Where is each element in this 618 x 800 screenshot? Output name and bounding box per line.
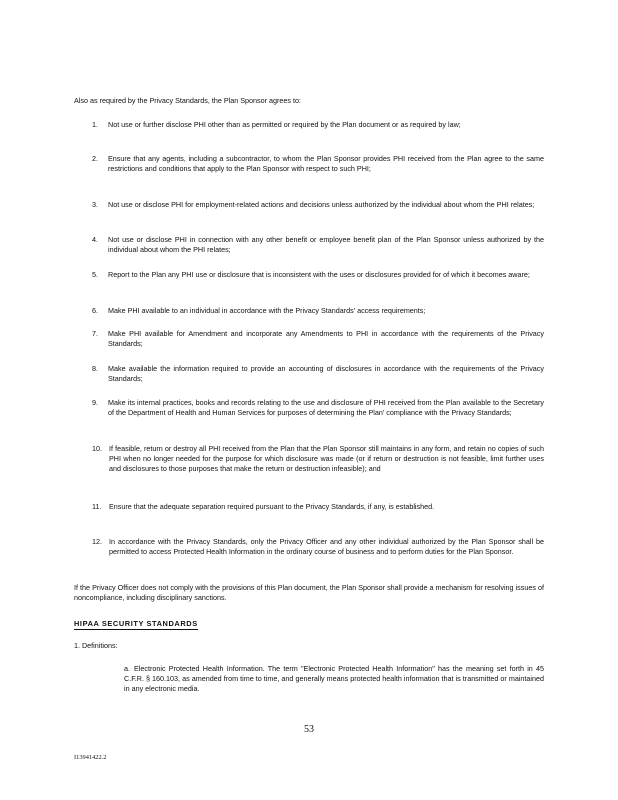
list-item (92, 200, 544, 210)
intro-paragraph: Also as required by the Privacy Standards, the Plan Sponsor agrees to: (74, 96, 301, 105)
page-number: 53 (304, 724, 314, 735)
item-number: 10. (92, 444, 102, 453)
item-text: Make PHI available for Amendment and incorporate any Amendments to PHI in accordance with the requirements of the Privacy Standards; (108, 329, 544, 348)
list-item (92, 537, 544, 557)
definition-item (124, 664, 544, 694)
item-number: 5. (92, 270, 98, 279)
item-text: In accordance with the Privacy Standards, only the Privacy Officer and any other individual authorized by the Plan Sponsor shall be permitted to access Protected Health Information in the ordinary course of business and to perform duties for the Plan Sponsor. (109, 537, 544, 556)
item-text: Make its internal practices, books and records relating to the use and disclosure of PHI received from the Plan available to the Secretary of the Department of Health and Human Services for purposes of determining the Plan' compliance with the Privacy Standards; (108, 398, 544, 417)
item-number: 4. (92, 235, 98, 244)
item-number: 8. (92, 364, 98, 373)
item-text: If feasible, return or destroy all PHI received from the Plan that the Plan Sponsor still maintains in any form, and retain no copies of such PHI when no longer needed for the purpose for which disclosure was made (or if return or destruction is not feasible, limit further uses and disclosures to those purposes that make the return or destruction infeasible); and (109, 444, 544, 473)
section-heading: HIPAA SECURITY STANDARDS (74, 619, 198, 628)
list-item (92, 502, 544, 512)
item-text: Ensure that the adequate separation required pursuant to the Privacy Standards, if any, is established. (109, 502, 435, 511)
list-item (92, 154, 544, 174)
item-text: Not use or disclose PHI for employment-related actions and decisions unless authorized by the individual about whom the PHI relates; (108, 200, 535, 209)
item-number: 11. (92, 502, 102, 511)
item-text: Not use or further disclose PHI other than as permitted or required by the Plan document or as required by law; (108, 120, 461, 129)
item-text: Make PHI available to an individual in accordance with the Privacy Standards' access requirements; (108, 306, 426, 315)
list-item (92, 235, 544, 255)
item-number: 1. (92, 120, 98, 129)
list-item (92, 364, 544, 384)
item-number: 2. (92, 154, 98, 163)
item-text: Not use or disclose PHI in connection with any other benefit or employee benefit plan of the Plan Sponsor unless authorized by the individual about whom the PHI relates; (108, 235, 544, 254)
item-number: 3. (92, 200, 98, 209)
item-text: Make available the information required to provide an accounting of disclosures in accordance with the requirements of the Privacy Standards; (108, 364, 544, 383)
list-item (92, 444, 544, 474)
definition-letter: a. (124, 664, 130, 673)
item-number: 12. (92, 537, 102, 546)
document-id: I13941422.2 (74, 754, 107, 761)
list-item (92, 329, 544, 349)
list-item (92, 270, 544, 280)
item-text: Ensure that any agents, including a subcontractor, to whom the Plan Sponsor provides PHI received from the Plan agree to the same restrictions and conditions that apply to the Plan Sponsor with respect to such PHI; (108, 154, 544, 173)
definitions-label: 1. Definitions: (74, 641, 118, 650)
definition-text: Electronic Protected Health Information. The term "Electronic Protected Health Information" has the meaning set forth in 45 C.F.R. § 160.103, as amended from time to time, and generally means protected health information that is transmitted or maintained in any electronic media. (124, 664, 544, 693)
item-number: 9. (92, 398, 98, 407)
item-text: Report to the Plan any PHI use or disclosure that is inconsistent with the uses or disclosures provided for of which it becomes aware; (108, 270, 530, 279)
closing-paragraph: If the Privacy Officer does not comply with the provisions of this Plan document, the Plan Sponsor shall provide a mechanism for resolving issues of noncompliance, including disciplinary sanctions. (74, 583, 544, 602)
item-number: 6. (92, 306, 98, 315)
list-item (92, 306, 544, 316)
list-item (92, 398, 544, 418)
item-number: 7. (92, 329, 98, 338)
list-item (92, 120, 544, 130)
